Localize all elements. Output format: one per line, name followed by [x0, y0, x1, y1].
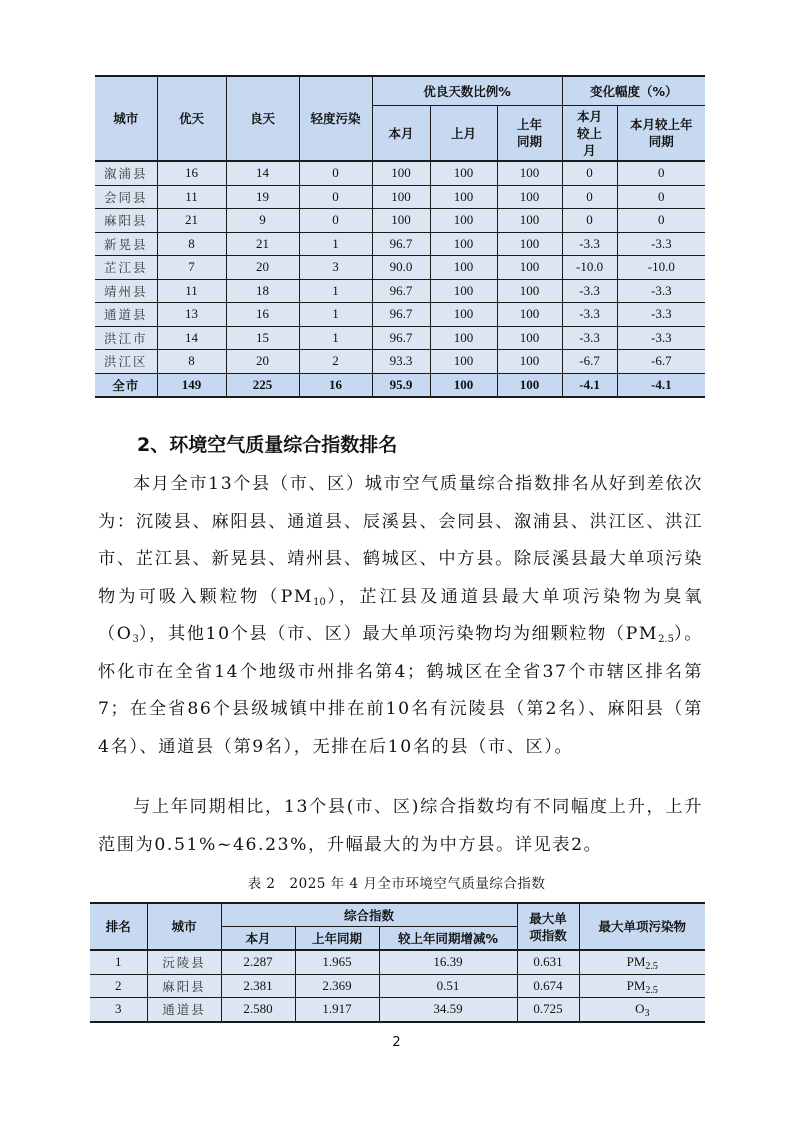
- cell-rank: 3: [90, 998, 147, 1022]
- paragraph-text: 本月全市13个县（市、区）城市空气质量综合指数排名从好到差依次为：沉陵县、麻阳县、通道县、辰溪县、会同县、溆浦县、洪江区、洪江市、芷江县、新晃县、靖州县、鹤城区、中方县。除辰溪县最大单项污染物为可吸入颗粒物（PM: [98, 474, 703, 607]
- cell-good: 9: [226, 209, 299, 233]
- air-quality-days-table: [95, 75, 705, 398]
- header-last-year-same: 上年 同期: [497, 106, 562, 162]
- cell-city: 芷江县: [95, 256, 157, 280]
- cell-change: 34.59: [379, 998, 517, 1022]
- cell-this-month: 96.7: [372, 303, 430, 327]
- cell-chg-month: -10.0: [562, 256, 617, 280]
- cell-good: 20: [226, 350, 299, 374]
- cell-city: 靖州县: [95, 279, 157, 303]
- cell-chg-year: -6.7: [617, 350, 705, 374]
- header-vs-last-month: 本月 较上 月: [562, 106, 617, 162]
- header-change-pct: 较上年同期增减%: [379, 927, 517, 951]
- cell-good: 14: [226, 161, 299, 185]
- cell-light: 1: [299, 232, 372, 256]
- pollutant-subscript: 2.5: [645, 961, 658, 973]
- cell-good: 21: [226, 232, 299, 256]
- table-row: [95, 209, 705, 233]
- cell-last-year: 100: [497, 161, 562, 185]
- cell-city: 麻阳县: [147, 974, 221, 998]
- cell-excellent: 16: [157, 161, 226, 185]
- cell-last-month: 100: [430, 373, 497, 397]
- cell-last-month: 100: [430, 350, 497, 374]
- page-number: 2: [392, 1035, 401, 1050]
- cell-last-year: 100: [497, 350, 562, 374]
- header-this-month: 本月: [221, 927, 295, 951]
- header-last-month: 上月: [430, 106, 497, 162]
- cell-good: 16: [226, 303, 299, 327]
- cell-this-month: 100: [372, 209, 430, 233]
- cell-last-month: 100: [430, 209, 497, 233]
- cell-chg-year: -3.3: [617, 279, 705, 303]
- cell-this-month: 93.3: [372, 350, 430, 374]
- cell-rank: 2: [90, 974, 147, 998]
- pollutant-name: O: [635, 1001, 645, 1017]
- cell-max-index: 0.631: [517, 950, 579, 974]
- header-city: 城市: [147, 903, 221, 950]
- composite-index-table: [90, 902, 705, 1023]
- subscript: 2.5: [658, 634, 674, 645]
- cell-excellent: 7: [157, 256, 226, 280]
- table-row: [95, 185, 705, 209]
- subscript: 10: [313, 596, 326, 608]
- cell-this-month: 96.7: [372, 326, 430, 350]
- table-row: [95, 303, 705, 327]
- cell-excellent: 11: [157, 185, 226, 209]
- cell-last-year: 100: [497, 279, 562, 303]
- cell-city: 会同县: [95, 185, 157, 209]
- cell-light: 0: [299, 209, 372, 233]
- table-row: [90, 998, 705, 1022]
- cell-max-index: 0.674: [517, 974, 579, 998]
- header-excellent-days: 优天: [157, 76, 226, 161]
- table-row: [90, 950, 705, 974]
- cell-chg-year: -10.0: [617, 256, 705, 280]
- header-rank: 排名: [90, 903, 147, 950]
- header-composite-group: 综合指数: [221, 903, 517, 927]
- paragraph-text: ）。怀化市在全省14个地级市州排名第4；鹤城区在全省37个市辖区排名第7；在全省86个县级城镇中排在前10名有沅陵县（第2名）、麻阳县（第4名）、通道县（第9名），无排在后10名的县（市、区）。: [98, 624, 703, 757]
- header-change-group: 变化幅度（%）: [562, 76, 705, 106]
- cell-last-year: 100: [497, 303, 562, 327]
- cell-chg-month: 0: [562, 161, 617, 185]
- cell-last-month: 100: [430, 185, 497, 209]
- cell-pollutant: [579, 950, 705, 974]
- header-max-single-index: 最大单 项指数: [517, 903, 579, 950]
- header-last-year-same: 上年同期: [295, 927, 379, 951]
- cell-chg-year: -3.3: [617, 232, 705, 256]
- cell-excellent: 8: [157, 232, 226, 256]
- cell-good: 15: [226, 326, 299, 350]
- cell-city: 洪江市: [95, 326, 157, 350]
- cell-light: 1: [299, 303, 372, 327]
- cell-this-month: 2.381: [221, 974, 295, 998]
- table-row: [95, 326, 705, 350]
- header-vs-last-year: 本月较上年 同期: [617, 106, 705, 162]
- cell-this-month: 2.287: [221, 950, 295, 974]
- pollutant-subscript: 3: [644, 1008, 650, 1020]
- cell-chg-year: 0: [617, 161, 705, 185]
- cell-city: 沅陵县: [147, 950, 221, 974]
- cell-this-month: 100: [372, 185, 430, 209]
- cell-light: 0: [299, 161, 372, 185]
- cell-city: 洪江区: [95, 350, 157, 374]
- header-good-ratio-group: 优良天数比例%: [372, 76, 562, 106]
- cell-chg-month: -3.3: [562, 326, 617, 350]
- cell-chg-year: -3.3: [617, 326, 705, 350]
- cell-city: 全市: [95, 373, 157, 397]
- paragraph-text: ），芷江县及通道县最大单项污染物为臭氧（O: [98, 586, 703, 644]
- section-heading: 2、环境空气质量综合指数排名: [137, 434, 398, 456]
- cell-this-month: 100: [372, 161, 430, 185]
- cell-last-month: 100: [430, 279, 497, 303]
- cell-last-year: 100: [497, 232, 562, 256]
- cell-light: 1: [299, 279, 372, 303]
- table-row: [95, 232, 705, 256]
- cell-city: 溆浦县: [95, 161, 157, 185]
- cell-last-month: 100: [430, 161, 497, 185]
- cell-light: 1: [299, 326, 372, 350]
- cell-this-month: 96.7: [372, 279, 430, 303]
- table2-caption: 表 2 2025 年 4 月全市环境空气质量综合指数: [247, 876, 546, 892]
- cell-last-year: 100: [497, 326, 562, 350]
- table-row: [95, 161, 705, 185]
- cell-good: 225: [226, 373, 299, 397]
- pollutant-subscript: 2.5: [645, 984, 658, 996]
- cell-last-year: 1.917: [295, 998, 379, 1022]
- cell-last-year: 100: [497, 373, 562, 397]
- cell-last-year: 2.369: [295, 974, 379, 998]
- cell-good: 19: [226, 185, 299, 209]
- cell-chg-month: -6.7: [562, 350, 617, 374]
- cell-light: 16: [299, 373, 372, 397]
- header-city: 城市: [95, 76, 157, 161]
- pollutant-name: PM: [626, 954, 646, 970]
- cell-last-year: 100: [497, 256, 562, 280]
- cell-last-month: 100: [430, 326, 497, 350]
- ranking-paragraph: [98, 466, 703, 766]
- table-row: [95, 350, 705, 374]
- cell-this-month: 96.7: [372, 232, 430, 256]
- cell-chg-month: -3.3: [562, 232, 617, 256]
- cell-last-year: 100: [497, 185, 562, 209]
- subscript: 3: [132, 634, 139, 645]
- cell-change: 0.51: [379, 974, 517, 998]
- cell-light: 0: [299, 185, 372, 209]
- cell-chg-year: 0: [617, 185, 705, 209]
- paragraph-text: ），其他10个县（市、区）最大单项污染物均为细颗粒物（PM: [138, 624, 659, 644]
- comparison-paragraph: 与上年同期相比，13个县(市、区)综合指数均有不同幅度上升，上升范围为0.51%~46.23%，升幅最大的为中方县。详见表2。: [98, 797, 703, 855]
- cell-this-month: 90.0: [372, 256, 430, 280]
- cell-light: 3: [299, 256, 372, 280]
- cell-chg-year: -4.1: [617, 373, 705, 397]
- cell-chg-month: -4.1: [562, 373, 617, 397]
- header-max-pollutant: 最大单项污染物: [579, 903, 705, 950]
- cell-city: 麻阳县: [95, 209, 157, 233]
- cell-rank: 1: [90, 950, 147, 974]
- table-row: [90, 974, 705, 998]
- cell-this-month: 95.9: [372, 373, 430, 397]
- cell-last-month: 100: [430, 232, 497, 256]
- cell-excellent: 13: [157, 303, 226, 327]
- cell-good: 18: [226, 279, 299, 303]
- cell-excellent: 149: [157, 373, 226, 397]
- table-row: [95, 279, 705, 303]
- cell-excellent: 11: [157, 279, 226, 303]
- cell-excellent: 21: [157, 209, 226, 233]
- header-light-pollution: 轻度污染: [299, 76, 372, 161]
- header-good-days: 良天: [226, 76, 299, 161]
- cell-excellent: 14: [157, 326, 226, 350]
- cell-good: 20: [226, 256, 299, 280]
- cell-this-month: 2.580: [221, 998, 295, 1022]
- cell-last-year: 1.965: [295, 950, 379, 974]
- cell-city: 通道县: [95, 303, 157, 327]
- cell-excellent: 8: [157, 350, 226, 374]
- total-row: [95, 373, 705, 397]
- table-row: [95, 256, 705, 280]
- cell-city: 通道县: [147, 998, 221, 1022]
- pollutant-name: PM: [626, 977, 646, 993]
- cell-max-index: 0.725: [517, 998, 579, 1022]
- cell-chg-month: 0: [562, 185, 617, 209]
- cell-last-month: 100: [430, 256, 497, 280]
- cell-pollutant: [579, 974, 705, 998]
- cell-chg-year: -3.3: [617, 303, 705, 327]
- cell-last-month: 100: [430, 303, 497, 327]
- cell-chg-year: 0: [617, 209, 705, 233]
- header-this-month: 本月: [372, 106, 430, 162]
- cell-city: 新晃县: [95, 232, 157, 256]
- cell-last-year: 100: [497, 209, 562, 233]
- cell-chg-month: 0: [562, 209, 617, 233]
- cell-pollutant: [579, 998, 705, 1022]
- cell-chg-month: -3.3: [562, 303, 617, 327]
- cell-chg-month: -3.3: [562, 279, 617, 303]
- cell-light: 2: [299, 350, 372, 374]
- cell-change: 16.39: [379, 950, 517, 974]
